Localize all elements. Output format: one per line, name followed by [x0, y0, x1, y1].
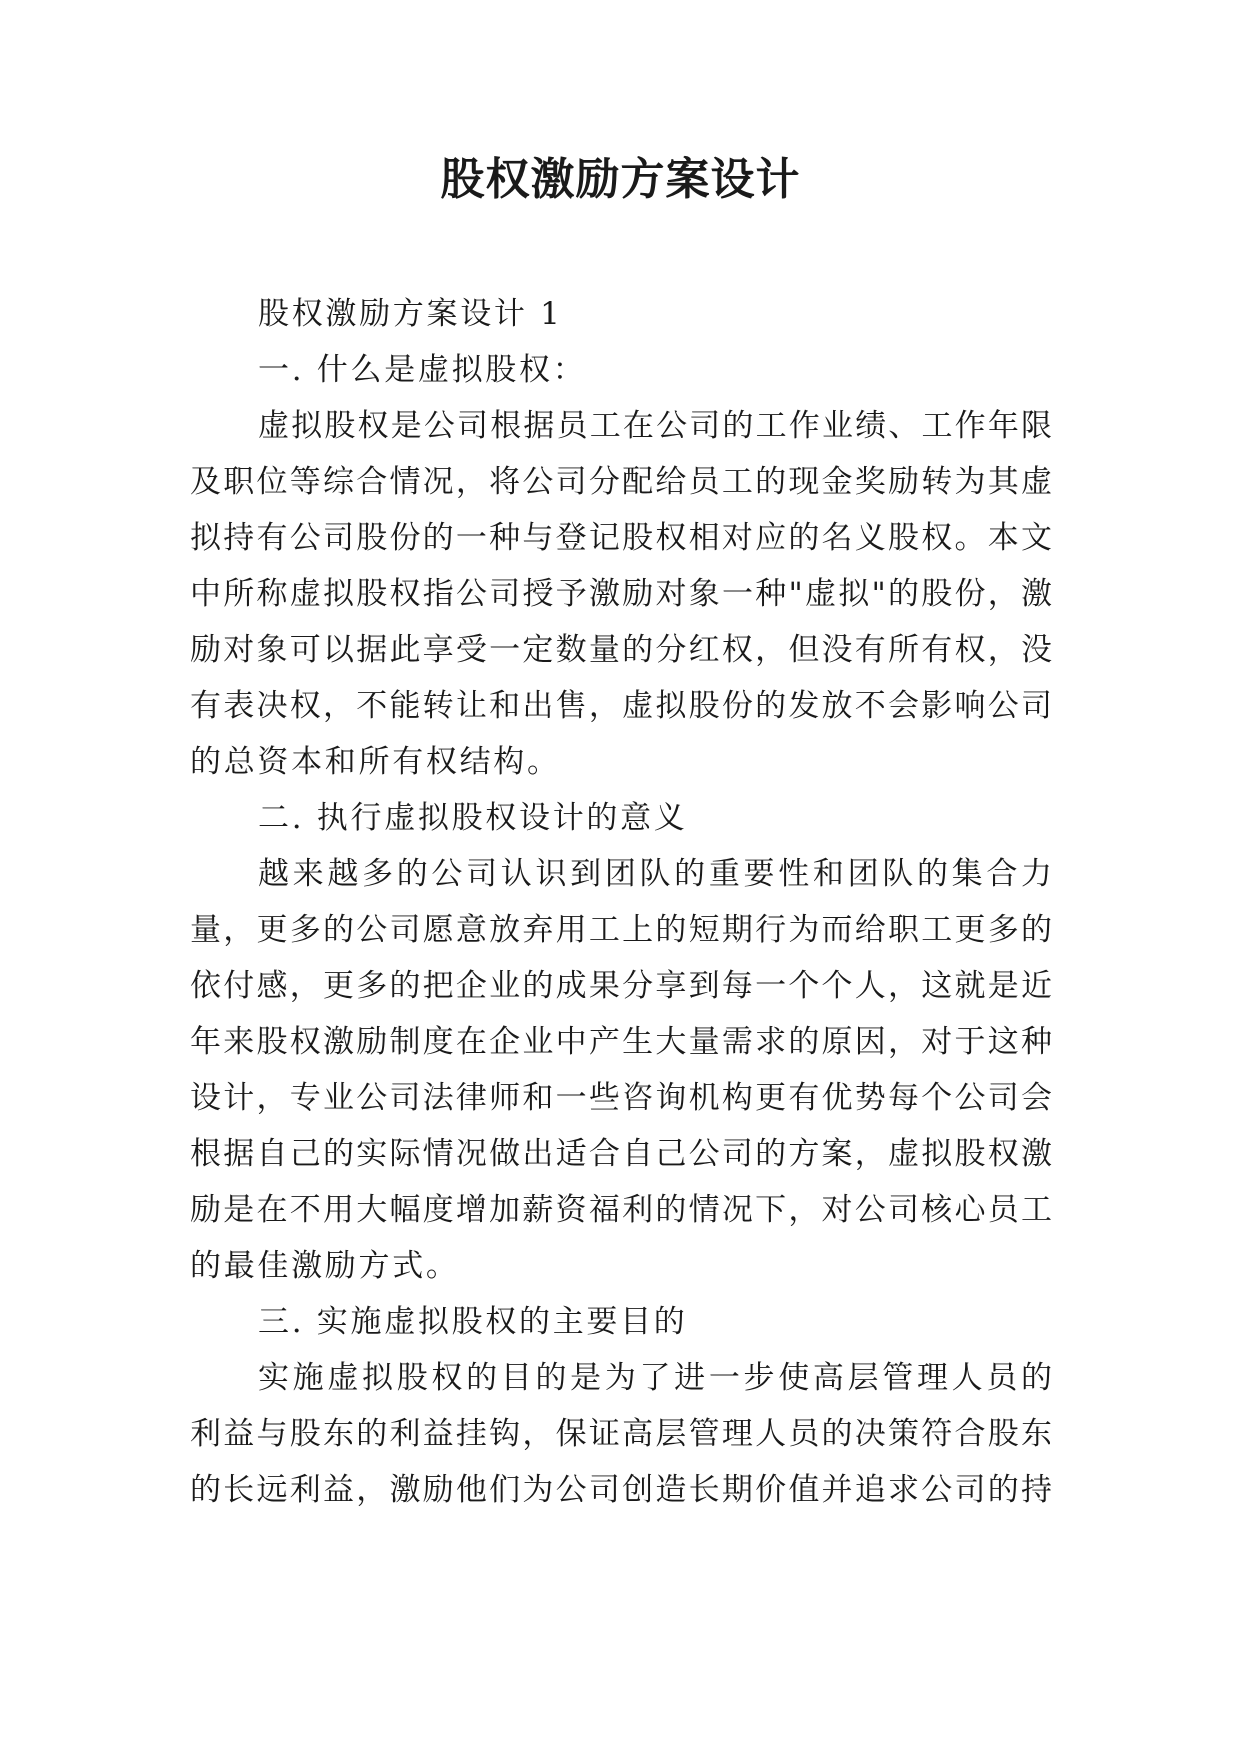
- paragraph-line: 及职位等综合情况，将公司分配给员工的现金奖励转为其虚: [190, 464, 1052, 500]
- paragraph-line: 励是在不用大幅度增加薪资福利的情况下，对公司核心员工: [190, 1192, 1052, 1228]
- paragraph-line: 中所称虚拟股权指公司授予激励对象一种"虚拟"的股份，激: [190, 576, 1052, 612]
- section-heading: 一. 什么是虚拟股权：: [258, 352, 587, 388]
- paragraph-line: 越来越多的公司认识到团队的重要性和团队的集合力: [258, 856, 1052, 892]
- paragraph-line: 有表决权，不能转让和出售，虚拟股份的发放不会影响公司: [190, 688, 1052, 724]
- heading-line: 股权激励方案设计 1: [258, 296, 563, 332]
- paragraph-line: 的总资本和所有权结构。: [190, 744, 561, 780]
- paragraph-line: 根据自己的实际情况做出适合自己公司的方案，虚拟股权激: [190, 1136, 1052, 1172]
- paragraph-line: 拟持有公司股份的一种与登记股权相对应的名义股权。本文: [190, 520, 1052, 556]
- paragraph-line: 虚拟股权是公司根据员工在公司的工作业绩、工作年限: [258, 408, 1052, 444]
- paragraph-line: 设计，专业公司法律师和一些咨询机构更有优势每个公司会: [190, 1080, 1052, 1116]
- paragraph-line: 的最佳激励方式。: [190, 1248, 460, 1284]
- paragraph-line: 依付感，更多的把企业的成果分享到每一个个人，这就是近: [190, 968, 1052, 1004]
- section-heading: 三. 实施虚拟股权的主要目的: [258, 1304, 688, 1340]
- paragraph-line: 年来股权激励制度在企业中产生大量需求的原因，对于这种: [190, 1024, 1052, 1060]
- paragraph-line: 量，更多的公司愿意放弃用工上的短期行为而给职工更多的: [190, 912, 1052, 948]
- document-title: 股权激励方案设计: [440, 154, 801, 205]
- paragraph-line: 励对象可以据此享受一定数量的分红权，但没有所有权，没: [190, 632, 1052, 668]
- paragraph-line: 的长远利益，激励他们为公司创造长期价值并追求公司的持: [190, 1472, 1052, 1508]
- section-heading: 二. 执行虚拟股权设计的意义: [258, 800, 688, 836]
- paragraph-line: 利益与股东的利益挂钩，保证高层管理人员的决策符合股东: [190, 1416, 1052, 1452]
- paragraph-line: 实施虚拟股权的目的是为了进一步使高层管理人员的: [258, 1360, 1052, 1396]
- document-body: [190, 286, 1052, 1518]
